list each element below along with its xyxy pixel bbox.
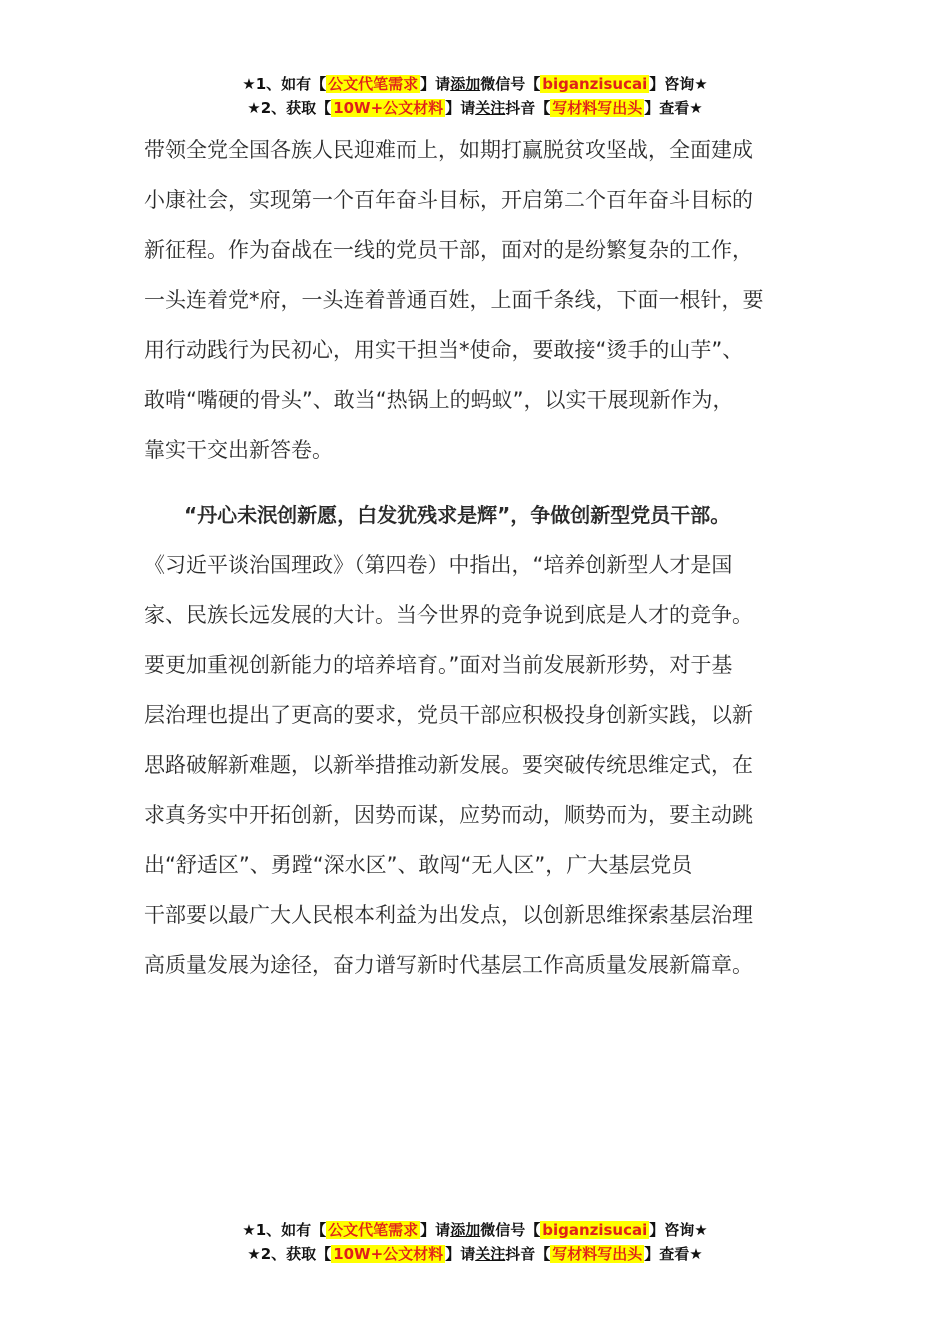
footer-line-1-text-2: 微信号【 (480, 1221, 541, 1239)
paragraph-line: 层治理也提出了更高的要求，党员干部应积极投身创新实践，以新 (144, 703, 753, 727)
header-line-1-text-2: 微信号【 (480, 75, 541, 93)
paragraph-line: 敢啃“嘴硬的骨头”、敢当“热锅上的蚂蚁”，以实干展现新作为， (144, 388, 734, 412)
add-underlined-text: 添加 (450, 1221, 481, 1239)
materials-highlight: 10W+公文材料 (333, 1245, 444, 1263)
follow-underlined-text: 关注 (475, 99, 506, 117)
paragraph-gap (144, 475, 824, 490)
header-line-2-text-2: 抖音【 (505, 99, 551, 117)
follow-underlined-text: 关注 (475, 1245, 506, 1263)
paragraph-line: 靠实干交出新答卷。 (144, 438, 333, 462)
footer-line-1-suffix: 】咨询★ (649, 1221, 708, 1239)
douyin-account-highlight: 写材料写出头 (552, 99, 643, 117)
paragraph-line: 干部要以最广大人民根本利益为出发点，以创新思维探索基层治理 (144, 903, 753, 927)
service-highlight: 公文代笔需求 (328, 1221, 419, 1239)
paragraph-line: 《习近平谈治国理政》（第四卷）中指出，“培养创新型人才是国 (144, 553, 733, 577)
footer-line-2-text: 】请 (445, 1245, 476, 1263)
add-underlined-text: 添加 (450, 75, 481, 93)
service-highlight: 公文代笔需求 (328, 75, 419, 93)
footer-line-2-text-2: 抖音【 (505, 1245, 551, 1263)
paragraph-line: 家、民族长远发展的大计。当今世界的竞争说到底是人才的竞争。 (144, 603, 753, 627)
footer-banner (0, 1218, 950, 1266)
paragraph-line: 要更加重视创新能力的培养培育。”面对当前发展新形势，对于基 (144, 653, 733, 677)
footer-line-2-prefix: ★2、获取【 (247, 1245, 332, 1263)
header-line-1-text: 】请 (420, 75, 451, 93)
header-line-1-prefix: ★1、如有【 (242, 75, 327, 93)
paragraph-line: 出“舒适区”、勇蹚“深水区”、敢闯“无人区”，广大基层党员 (144, 853, 693, 877)
document-body (144, 125, 824, 990)
footer-line-1-prefix: ★1、如有【 (242, 1221, 327, 1239)
header-line-1-suffix: 】咨询★ (649, 75, 708, 93)
header-line-2-suffix: 】查看★ (644, 99, 703, 117)
section-heading: “丹心未泯创新愿，白发犹残求是辉”，争做创新型党员干部。 (184, 503, 731, 527)
materials-highlight: 10W+公文材料 (333, 99, 444, 117)
header-banner (0, 72, 950, 120)
paragraph-line: 带领全党全国各族人民迎难而上，如期打赢脱贫攻坚战，全面建成 (144, 138, 753, 162)
paragraph-line: 思路破解新难题，以新举措推动新发展。要突破传统思维定式，在 (144, 753, 753, 777)
wechat-id-highlight: biganzisucai (542, 1221, 648, 1239)
paragraph-line: 求真务实中开拓创新，因势而谋，应势而动，顺势而为，要主动跳 (144, 803, 753, 827)
header-line-2-text: 】请 (445, 99, 476, 117)
footer-line-1 (0, 1218, 950, 1242)
paragraph-line: 高质量发展为途径，奋力谱写新时代基层工作高质量发展新篇章。 (144, 953, 753, 977)
header-line-1 (0, 72, 950, 96)
paragraph-line: 新征程。作为奋战在一线的党员干部，面对的是纷繁复杂的工作， (144, 238, 753, 262)
paragraph-line: 用行动践行为民初心，用实干担当*使命，要敢接“烫手的山芋”、 (144, 338, 744, 362)
wechat-id-highlight: biganzisucai (542, 75, 648, 93)
footer-line-2-suffix: 】查看★ (644, 1245, 703, 1263)
footer-line-1-text: 】请 (420, 1221, 451, 1239)
header-line-2-prefix: ★2、获取【 (247, 99, 332, 117)
paragraph-line: 小康社会，实现第一个百年奋斗目标，开启第二个百年奋斗目标的 (144, 188, 753, 212)
header-line-2 (0, 96, 950, 120)
douyin-account-highlight: 写材料写出头 (552, 1245, 643, 1263)
paragraph-line: 一头连着党*府，一头连着普通百姓，上面千条线，下面一根针，要 (144, 288, 764, 312)
footer-line-2 (0, 1242, 950, 1266)
paragraph-2 (144, 540, 824, 990)
paragraph-1 (144, 125, 824, 475)
